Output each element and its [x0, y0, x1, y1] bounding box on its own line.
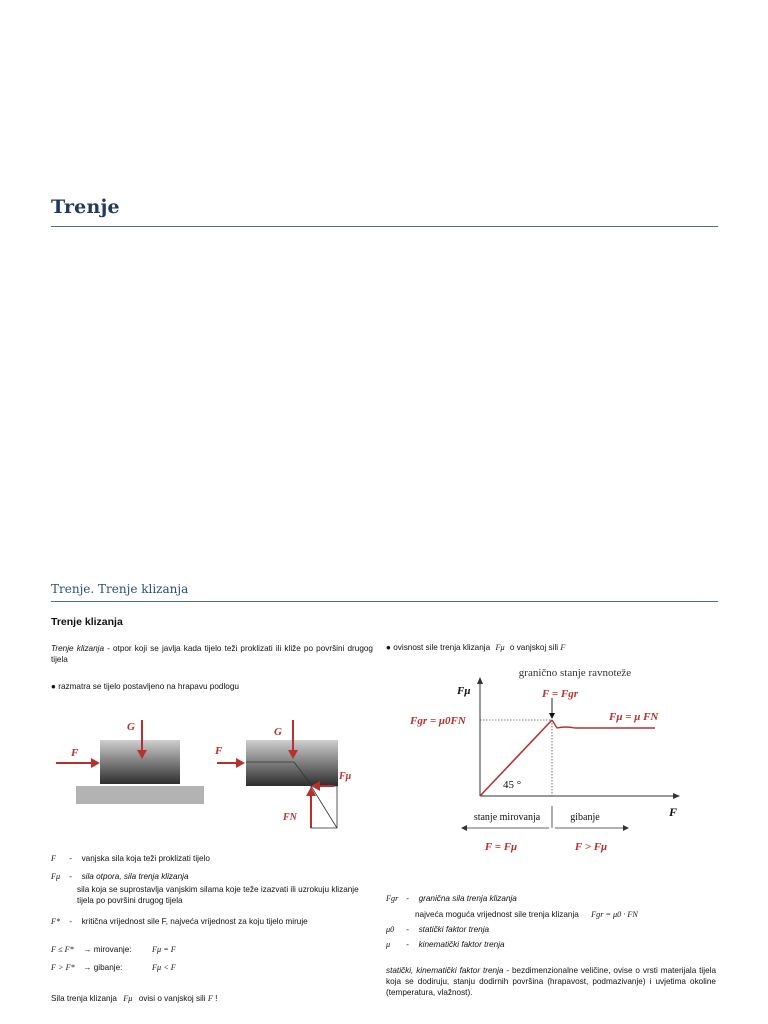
bullet-text: ovisnost sile trenja klizanja — [393, 643, 491, 652]
force-F-arrowhead — [236, 758, 245, 768]
label-FN: FN — [283, 812, 297, 823]
legend-dash: - — [69, 917, 73, 926]
region-label-motion: gibanje — [570, 812, 600, 823]
bullet-dot: ● — [51, 682, 56, 691]
conclusion-symbol: Fμ — [123, 994, 133, 1003]
def-symbol: Fgr — [386, 894, 399, 903]
legend-Fmu — [51, 871, 373, 882]
definition-term: Trenje klizanja — [51, 644, 105, 653]
def-Fgr — [386, 893, 716, 904]
definition-text: - otpor koji se javlja kada tijelo teži proklizati ili kliže po površini drugog tijela — [51, 644, 373, 664]
def-Fgr-description — [415, 909, 715, 920]
bullet-rough-surface — [51, 681, 373, 692]
condition-lhs: F ≤ F* — [51, 945, 74, 954]
legend-dash: - — [69, 872, 73, 881]
legend-text: vanjska sila koja teži proklizati tijelo — [81, 854, 210, 863]
legend-dash: - — [69, 854, 73, 863]
paragraph-term: statički, kinematički faktor trenja — [386, 966, 504, 975]
region-label-static: stanje mirovanja — [473, 812, 541, 823]
figure-block-reaction-forces — [212, 712, 362, 832]
region-arrow-right-head — [623, 825, 629, 831]
label-G: G — [274, 726, 282, 738]
bullet-text-2: o vanjskoj sili — [509, 643, 559, 652]
arrow-icon: → — [83, 945, 92, 954]
label-Fmu: Fμ — [339, 771, 352, 782]
bullet-dependence — [386, 642, 716, 653]
eq-static-max: Fgr = μ0FN — [410, 715, 466, 727]
legend-text: kritična vrijednost sile F, najveća vrijednost za koju tijelo miruje — [81, 917, 308, 926]
y-axis-arrowhead — [477, 677, 483, 684]
definition-paragraph — [51, 643, 373, 665]
def-dash: - — [406, 894, 410, 903]
legend-symbol: F — [51, 854, 57, 863]
label-F: F — [71, 747, 79, 759]
def-mu0 — [386, 924, 716, 935]
figure-block-on-surface — [51, 712, 211, 812]
section-rule — [51, 601, 718, 602]
label-F: F — [215, 745, 223, 757]
label-G: G — [127, 721, 135, 733]
y-axis-label: Fμ — [457, 685, 471, 697]
graph-top-label: granično stanje ravnoteže — [518, 667, 632, 679]
legend-F — [51, 853, 373, 864]
paragraph-text: - bezdimenzionalne veličine, ovise o vrsti materijala tijela koja se dodiruju, stanju dodirnih površina (hrapavost, podmazivanje) i uvjetima okoline (temperatura, vlažnost). — [386, 966, 717, 997]
ground-surface — [76, 786, 204, 804]
page-title: Trenje — [51, 196, 120, 218]
section-heading: Trenje. Trenje klizanja — [51, 582, 189, 596]
eq-kinetic: Fμ = μ FN — [609, 711, 659, 723]
legend-Fmu-description: sila koja se suprostavlja vanjskim silama koje teže izazvati ili uzrokuju klizanje tijela po površini drugog tijela — [77, 885, 359, 905]
def-text: najveća moguća vrijednost sile trenja klizanja — [415, 910, 579, 919]
def-dash: - — [406, 925, 410, 934]
conclusion-text: Sila trenja klizanja — [51, 994, 117, 1003]
def-dash: - — [406, 940, 410, 949]
limit-arrowhead — [549, 713, 555, 719]
condition-motion — [51, 962, 373, 973]
condition-motion: F > Fμ — [574, 841, 608, 853]
def-symbol: μ — [386, 940, 391, 949]
legend-Fstar — [51, 916, 373, 927]
x-axis-label: F — [669, 805, 678, 819]
def-text: statički faktor trenja — [418, 925, 490, 934]
condition-rest — [51, 944, 373, 955]
condition-rhs: Fμ < F — [152, 963, 176, 972]
bullet-text: razmatra se tijelo postavljeno na hrapavu podlogu — [58, 682, 239, 691]
legend-symbol: F* — [51, 917, 61, 926]
condition-static: F = Fμ — [484, 841, 518, 853]
subheading: Trenje klizanja — [51, 616, 123, 628]
bullet-symbol-2: F — [560, 643, 566, 652]
conclusion-mark: ! — [215, 994, 218, 1003]
conclusion-text-2: ovisi o vanjskoj sili — [138, 994, 206, 1003]
bullet-dot: ● — [386, 643, 391, 652]
def-formula: Fgr = μ0 · FN — [591, 910, 638, 919]
condition-lhs: F > F* — [51, 963, 75, 972]
legend-symbol: Fμ — [51, 872, 61, 881]
force-F-arrowhead — [91, 758, 100, 768]
title-rule — [51, 226, 718, 227]
conclusion-symbol-2: F — [207, 994, 213, 1003]
friction-force-graph — [405, 660, 695, 860]
def-mu — [386, 939, 716, 950]
angle-label: 45 ° — [503, 779, 522, 791]
region-arrow-left-head — [461, 825, 467, 831]
conclusion — [51, 993, 373, 1004]
def-symbol: μ0 — [386, 925, 395, 934]
x-axis-arrowhead — [673, 793, 680, 799]
arrow-icon: → — [83, 963, 92, 972]
bullet-symbol: Fμ — [495, 643, 505, 652]
def-text: kinematički faktor trenja — [418, 940, 505, 949]
def-text: granična sila trenja klizanja — [418, 894, 517, 903]
resultant-diagonal — [311, 786, 337, 828]
legend-text: sila otpora, sila trenja klizanja — [81, 872, 189, 881]
eq-limit: F = Fgr — [542, 688, 579, 700]
friction-factor-paragraph — [386, 965, 716, 998]
block-body — [100, 740, 180, 784]
condition-state: gibanje: — [93, 963, 123, 972]
condition-state: mirovanje: — [93, 945, 132, 954]
condition-rhs: Fμ = F — [152, 945, 176, 954]
